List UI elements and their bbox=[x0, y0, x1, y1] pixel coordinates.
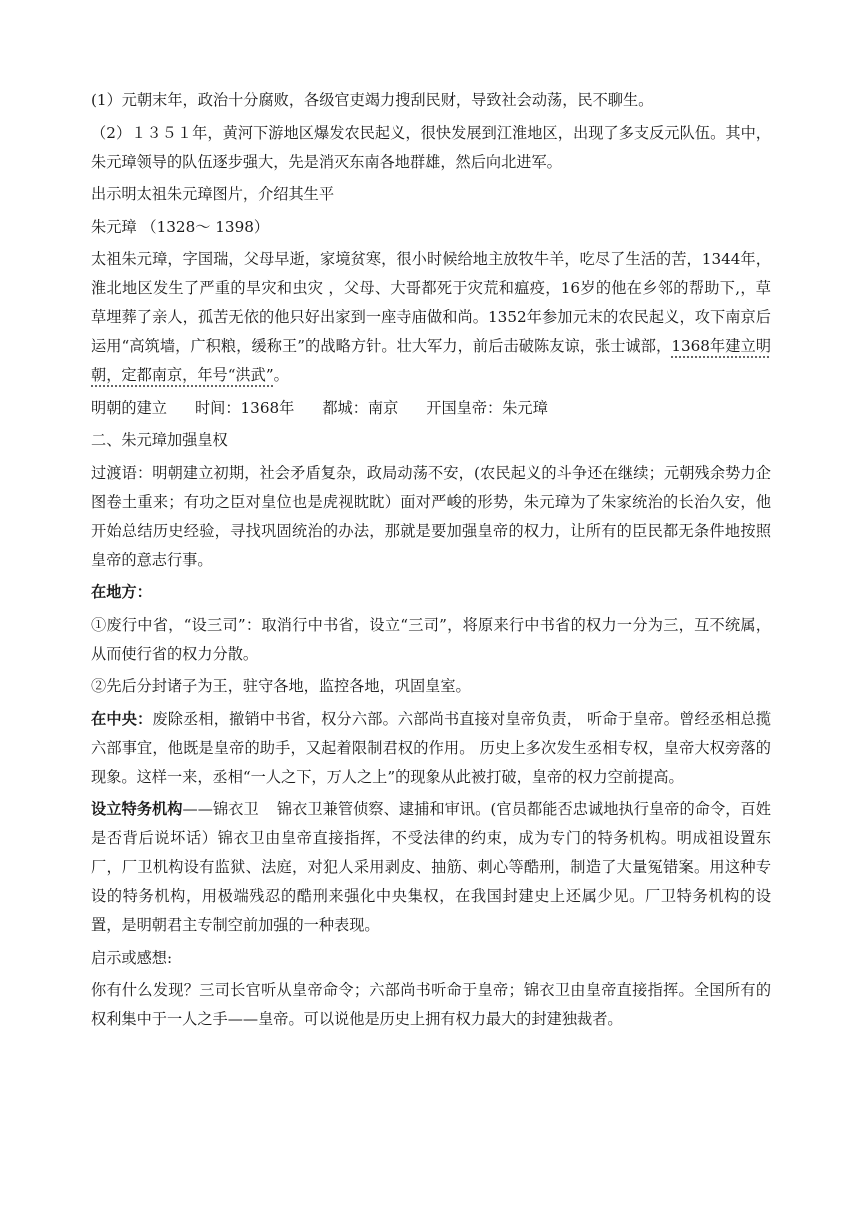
ming-founding-capital: 都城：南京 bbox=[322, 398, 399, 417]
paragraph-show-portrait: 出示明太祖朱元璋图片，介绍其生平 bbox=[91, 185, 334, 203]
paragraph-zhu-yuanzhang-dates: 朱元璋 （1328～ 1398） bbox=[91, 217, 270, 236]
heading-local: 在地方： bbox=[91, 583, 152, 601]
paragraph-yuan-decline: (1）元朝末年，政治十分腐败，各级官吏竭力搜刮民财，导致社会动荡，民不聊生。 bbox=[91, 91, 654, 109]
ming-founding-label: 明朝的建立 bbox=[91, 398, 167, 417]
ming-founding-emperor: 开国皇帝：朱元璋 bbox=[426, 398, 548, 417]
secret-police-subheading: ——锦衣卫 bbox=[182, 800, 259, 818]
secret-police-text: 锦衣卫兼管侦察、逮捕和审讯。(官员都能否忠诚地执行皇帝的命令，百姓是否背后说坏话）锦衣卫由皇帝直接指挥，不受法律的约束，成为专门的特务机构。明成祖设置东厂，厂卫机构设有监狱、法庭，对犯人采用剥皮、抽筋、刺心等酷刑，制造了大量冤错案。用这种专设的特务机构，用极端残忍的酷刑来强化中央集权，在我国封建史上还属少见。厂卫特务机构的设置，是明朝君主专制空前加强的一种表现。 bbox=[91, 800, 771, 934]
heading-reflection: 启示或感想: bbox=[91, 948, 173, 967]
paragraph-ming-founding bbox=[91, 394, 771, 423]
ming-founding-time: 时间：1368年 bbox=[194, 398, 295, 417]
paragraph-secret-police bbox=[91, 795, 771, 940]
biography-text: 太祖朱元璋，字国瑞，父母早逝，家境贫寒，很小时候给地主放牧牛羊，吃尽了生活的苦，1344年，淮北地区发生了严重的旱灾和虫灾 ，父母、大哥都死于灾荒和瘟疫，16岁的他在乡邻的帮助下,，草草埋葬了亲人，孤苦无依的他只好出家到一座寺庙做和尚。1352年参加元末的农民起义，攻下南京后运用“高筑墙，广积粮，缓称王”的战略方针。壮大军力，前后击破陈友谅，张士诚部， bbox=[91, 250, 771, 355]
central-text: 废除丞相，撤销中书省，权分六部。六部尚书直接对皇帝负责， 听命于皇帝。曾经丞相总揽六部事宜，他既是皇帝的助手，又起着限制君权的作用。 历史上多次发生丞相专权，皇帝大权旁落的现象。这样一来，丞相“一人之下，万人之上”的现象从此被打破，皇帝的权力空前提高。 bbox=[91, 709, 772, 786]
paragraph-peasant-uprising: （2）１３５１年，黄河下游地区爆发农民起义，很快发展到江淮地区，出现了多支反元队伍。其中，朱元璋领导的队伍逐步强大，先是消灭东南各地群雄，然后向北进军。 bbox=[91, 123, 771, 171]
central-heading: 在中央： bbox=[91, 709, 153, 728]
biography-emphasis: 1368年建立明朝，定都南京，年号“洪武” bbox=[91, 337, 772, 384]
document-body bbox=[91, 86, 771, 1038]
section-heading-imperial-power: 二、朱元璋加强皇权 bbox=[91, 431, 228, 449]
paragraph-reflection: 你有什么发现？三司长官听从皇帝命令；六部尚书听命于皇帝；锦衣卫由皇帝直接指挥。全国所有的权利集中于一人之手——皇帝。可以说他是历史上拥有权力最大的封建独裁者。 bbox=[91, 981, 771, 1028]
paragraph-transition: 过渡语：明朝建立初期，社会矛盾复杂，政局动荡不安，(农民起义的斗争还在继续；元朝残余势力企图卷土重来；有功之臣对皇位也是虎视眈眈）面对严峻的形势，朱元璋为了朱家统治的长治久安，他开始总结历史经验，寻找巩固统治的办法，那就是要加强皇帝的权力，让所有的臣民都无条件地按照皇帝的意志行事。 bbox=[91, 463, 771, 569]
paragraph-princes: ②先后分封诸子为王，驻守各地，监控各地，巩固皇室。 bbox=[91, 677, 471, 695]
secret-police-heading: 设立特务机构 bbox=[91, 800, 183, 818]
biography-end: 。 bbox=[273, 366, 289, 384]
paragraph-three-offices: ①废行中省，“设三司”：取消行中书省，设立“三司”，将原来行中书省的权力一分为三，互不统属，从而使行省的权力分散。 bbox=[91, 615, 771, 663]
paragraph-biography bbox=[91, 245, 771, 390]
paragraph-central bbox=[91, 705, 771, 792]
